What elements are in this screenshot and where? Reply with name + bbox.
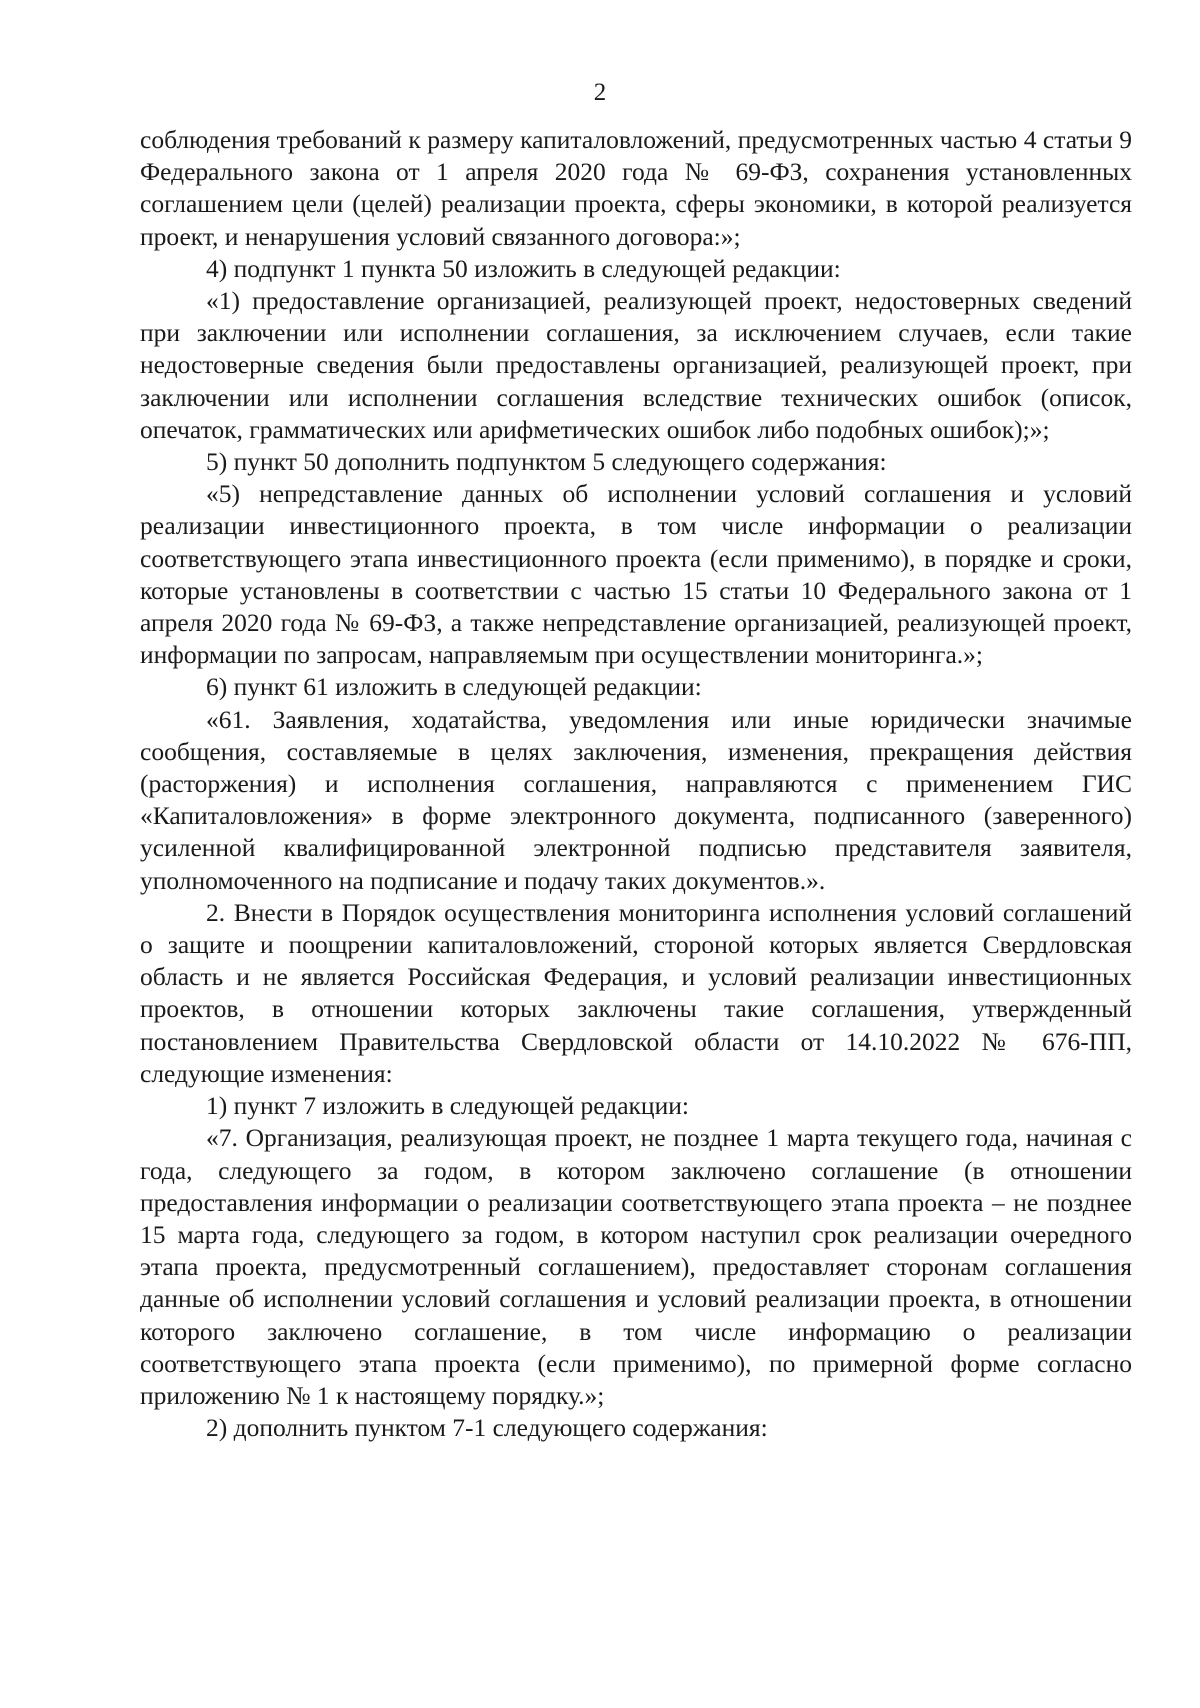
paragraph: 2. Внести в Порядок осуществления мониторинга исполнения условий соглашений о защите и поощрении капиталовложений, стороной которых является Свердловская область и не является Российская Федерация, и условий реализации инвестиционных проектов, в отношении которых заключены такие соглашения, утвержденный постановлением Правительства Свердловской области от 14.10.2022 № 676-ПП, следующие изменения: [140,897,1132,1088]
paragraph: «61. Заявления, ходатайства, уведомления или иные юридически значимые сообщения, составляемые в целях заключения, изменения, прекращения действия (расторжения) и исполнения соглашения, направляются с применением ГИС «Капиталовложения» в форме электронного документа, подписанного (заверенного) усиленной квалифицированной электронной подписью представителя заявителя, уполномоченного на подписание и подачу таких документов.». [140,704,1132,895]
page-number: 2 [593,79,607,106]
paragraph: «7. Организация, реализующая проект, не позднее 1 марта текущего года, начиная с года, следующего за годом, в котором заключено соглашение (в отношении предоставления информации о реализации соответствующего этапа проекта – не позднее 15 марта года, следующего за годом, в котором наступил срок реализации очередного этапа проекта, предусмотренный соглашением), предоставляет сторонам соглашения данные об исполнении условий соглашения и условий реализации проекта, в отношении которого заключено соглашение, в том числе информацию о реализации соответствующего этапа проекта (если применимо), по примерной форме согласно приложению № 1 к настоящему порядку.»; [140,1123,1132,1410]
document-body [140,124,1132,1444]
paragraph: 1) пункт 7 изложить в следующей редакции: [206,1091,689,1121]
paragraph: 4) подпункт 1 пункта 50 изложить в следующей редакции: [206,253,841,283]
paragraph: 2) дополнить пунктом 7-1 следующего содержания: [206,1413,768,1443]
paragraph: 5) пункт 50 дополнить подпунктом 5 следующего содержания: [206,447,887,477]
paragraph: 6) пункт 61 изложить в следующей редакции: [206,672,702,702]
paragraph: «5) непредставление данных об исполнении условий соглашения и условий реализации инвестиционного проекта, в том числе информации о реализации соответствующего этапа инвестиционного проекта (если применимо), в порядке и сроки, которые установлены в соответствии с частью 15 статьи 10 Федерального закона от 1 апреля 2020 года № 69-ФЗ, а также непредставление организацией, реализующей проект, информации по запросам, направляемым при осуществлении мониторинга.»; [140,479,1132,670]
paragraph: соблюдения требований к размеру капиталовложений, предусмотренных частью 4 статьи 9 Федерального закона от 1 апреля 2020 года № 69-ФЗ, сохранения установленных соглашением цели (целей) реализации проекта, сферы экономики, в которой реализуется проект, и ненарушения условий связанного договора:»; [140,125,1132,251]
paragraph: «1) предоставление организацией, реализующей проект, недостоверных сведений при заключении или исполнении соглашения, за исключением случаев, если такие недостоверные сведения были предоставлены организацией, реализующей проект, при заключении или исполнении соглашения вследствие технических ошибок (описок, опечаток, грамматических или арифметических ошибок либо подобных ошибок);»; [140,286,1132,444]
